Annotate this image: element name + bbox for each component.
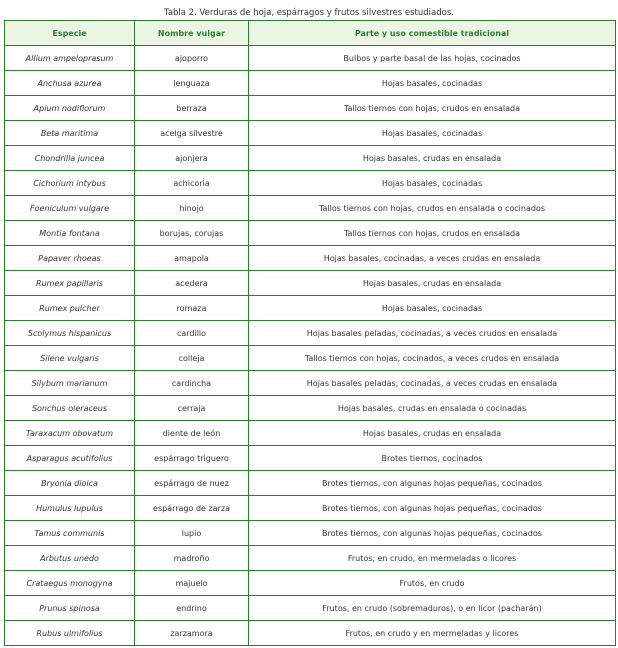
cell-parte-uso: Hojas basales, crudas en ensalada bbox=[249, 271, 616, 296]
cell-especie: Foeniculum vulgare bbox=[5, 196, 135, 221]
cell-especie: Apium nodiflorum bbox=[5, 96, 135, 121]
cell-especie: Sonchus oleraceus bbox=[5, 396, 135, 421]
cell-especie: Montia fontana bbox=[5, 221, 135, 246]
table-row bbox=[5, 421, 616, 446]
cell-parte-uso: Frutos, en crudo y en mermeladas y licores bbox=[249, 621, 616, 646]
cell-especie: Crataegus monogyna bbox=[5, 571, 135, 596]
cell-parte-uso: Tallos tiernos con hojas, cocinados, a veces crudos en ensalada bbox=[249, 346, 616, 371]
cell-parte-uso: Hojas basales, crudas en ensalada bbox=[249, 421, 616, 446]
cell-especie: Cichorium intybus bbox=[5, 171, 135, 196]
table-row bbox=[5, 221, 616, 246]
cell-parte-uso: Frutos, en crudo bbox=[249, 571, 616, 596]
table-row bbox=[5, 246, 616, 271]
cell-parte-uso: Hojas basales, cocinadas, a veces crudas en ensalada bbox=[249, 246, 616, 271]
cell-especie: Scolymus hispanicus bbox=[5, 321, 135, 346]
cell-especie: Allium ampeloprasum bbox=[5, 46, 135, 71]
table-row bbox=[5, 546, 616, 571]
cell-parte-uso: Brotes tiernos, con algunas hojas pequeñas, cocinados bbox=[249, 496, 616, 521]
table-row bbox=[5, 496, 616, 521]
table-row bbox=[5, 71, 616, 96]
cell-nombre-vulgar: lupio bbox=[135, 521, 249, 546]
cell-nombre-vulgar: diente de león bbox=[135, 421, 249, 446]
header-nombre-vulgar: Nombre vulgar bbox=[135, 21, 249, 46]
cell-nombre-vulgar: zarzamora bbox=[135, 621, 249, 646]
cell-nombre-vulgar: hinojo bbox=[135, 196, 249, 221]
cell-nombre-vulgar: majuelo bbox=[135, 571, 249, 596]
cell-parte-uso: Brotes tiernos, con algunas hojas pequeñas, cocinados bbox=[249, 521, 616, 546]
cell-especie: Rumex papillaris bbox=[5, 271, 135, 296]
cell-parte-uso: Bulbos y parte basal de las hojas, cocinados bbox=[249, 46, 616, 71]
cell-especie: Taraxacum obovatum bbox=[5, 421, 135, 446]
table-row bbox=[5, 46, 616, 71]
cell-parte-uso: Brotes tiernos, con algunas hojas pequeñas, cocinados bbox=[249, 471, 616, 496]
cell-nombre-vulgar: cardillo bbox=[135, 321, 249, 346]
table-row bbox=[5, 471, 616, 496]
table-row bbox=[5, 446, 616, 471]
cell-parte-uso: Tallos tiernos con hojas, crudos en ensalada o cocinados bbox=[249, 196, 616, 221]
cell-especie: Bryonia dioica bbox=[5, 471, 135, 496]
table-body bbox=[5, 46, 616, 646]
table-row bbox=[5, 121, 616, 146]
cell-parte-uso: Hojas basales, cocinadas bbox=[249, 296, 616, 321]
cell-nombre-vulgar: borujas, corujas bbox=[135, 221, 249, 246]
table-row bbox=[5, 196, 616, 221]
cell-nombre-vulgar: madroño bbox=[135, 546, 249, 571]
cell-parte-uso: Hojas basales, crudas en ensalada o cocinadas bbox=[249, 396, 616, 421]
species-table bbox=[4, 20, 616, 646]
table-row bbox=[5, 146, 616, 171]
table-row bbox=[5, 621, 616, 646]
cell-parte-uso: Frutos, en crudo (sobremaduros), o en licor (pacharán) bbox=[249, 596, 616, 621]
cell-nombre-vulgar: acedera bbox=[135, 271, 249, 296]
table-caption: Tabla 2. Verduras de hoja, espárragos y frutos silvestres estudiados. bbox=[164, 8, 454, 18]
cell-parte-uso: Frutos, en crudo, en mermeladas o licores bbox=[249, 546, 616, 571]
cell-parte-uso: Tallos tiernos con hojas, crudos en ensalada bbox=[249, 221, 616, 246]
cell-nombre-vulgar: ajonjera bbox=[135, 146, 249, 171]
cell-especie: Asparagus acutifolius bbox=[5, 446, 135, 471]
table-row bbox=[5, 571, 616, 596]
cell-parte-uso: Tallos tiernos con hojas, crudos en ensalada bbox=[249, 96, 616, 121]
cell-nombre-vulgar: acelga silvestre bbox=[135, 121, 249, 146]
cell-nombre-vulgar: cerraja bbox=[135, 396, 249, 421]
cell-parte-uso: Hojas basales, cocinadas bbox=[249, 171, 616, 196]
cell-parte-uso: Hojas basales peladas, cocinadas, a veces crudos en ensalada bbox=[249, 321, 616, 346]
table-row bbox=[5, 521, 616, 546]
table-row bbox=[5, 346, 616, 371]
cell-especie: Rubus ulmifolius bbox=[5, 621, 135, 646]
cell-nombre-vulgar: cardincha bbox=[135, 371, 249, 396]
cell-especie: Silene vulgaris bbox=[5, 346, 135, 371]
cell-parte-uso: Hojas basales peladas, cocinadas, a veces crudas en ensalada bbox=[249, 371, 616, 396]
table-row bbox=[5, 271, 616, 296]
table-row bbox=[5, 321, 616, 346]
table-header bbox=[5, 21, 616, 46]
table-row bbox=[5, 96, 616, 121]
cell-especie: Tamus communis bbox=[5, 521, 135, 546]
cell-especie: Rumex pulcher bbox=[5, 296, 135, 321]
cell-especie: Papaver rhoeas bbox=[5, 246, 135, 271]
header-especie: Especie bbox=[5, 21, 135, 46]
cell-nombre-vulgar: espárrago triguero bbox=[135, 446, 249, 471]
cell-nombre-vulgar: amapola bbox=[135, 246, 249, 271]
cell-parte-uso: Hojas basales, cocinadas bbox=[249, 121, 616, 146]
table-row bbox=[5, 171, 616, 196]
cell-parte-uso: Hojas basales, cocinadas bbox=[249, 71, 616, 96]
cell-nombre-vulgar: romaza bbox=[135, 296, 249, 321]
header-parte-uso: Parte y uso comestible tradicional bbox=[249, 21, 616, 46]
cell-nombre-vulgar: colleja bbox=[135, 346, 249, 371]
cell-especie: Chondrilla juncea bbox=[5, 146, 135, 171]
cell-nombre-vulgar: berraza bbox=[135, 96, 249, 121]
cell-nombre-vulgar: lenguaza bbox=[135, 71, 249, 96]
cell-nombre-vulgar: endrino bbox=[135, 596, 249, 621]
table-row bbox=[5, 596, 616, 621]
cell-especie: Prunus spinosa bbox=[5, 596, 135, 621]
cell-nombre-vulgar: achicoria bbox=[135, 171, 249, 196]
cell-parte-uso: Brotes tiernos, cocinados bbox=[249, 446, 616, 471]
table-row bbox=[5, 371, 616, 396]
cell-especie: Silybum marianum bbox=[5, 371, 135, 396]
cell-especie: Humulus lupulus bbox=[5, 496, 135, 521]
cell-especie: Beta maritima bbox=[5, 121, 135, 146]
cell-parte-uso: Hojas basales, crudas en ensalada bbox=[249, 146, 616, 171]
cell-nombre-vulgar: ajoporro bbox=[135, 46, 249, 71]
table-row bbox=[5, 396, 616, 421]
cell-especie: Arbutus unedo bbox=[5, 546, 135, 571]
cell-nombre-vulgar: espárrago de zarza bbox=[135, 496, 249, 521]
header-row bbox=[5, 21, 616, 46]
cell-nombre-vulgar: espárrago de nuez bbox=[135, 471, 249, 496]
table-row bbox=[5, 296, 616, 321]
cell-especie: Anchusa azurea bbox=[5, 71, 135, 96]
